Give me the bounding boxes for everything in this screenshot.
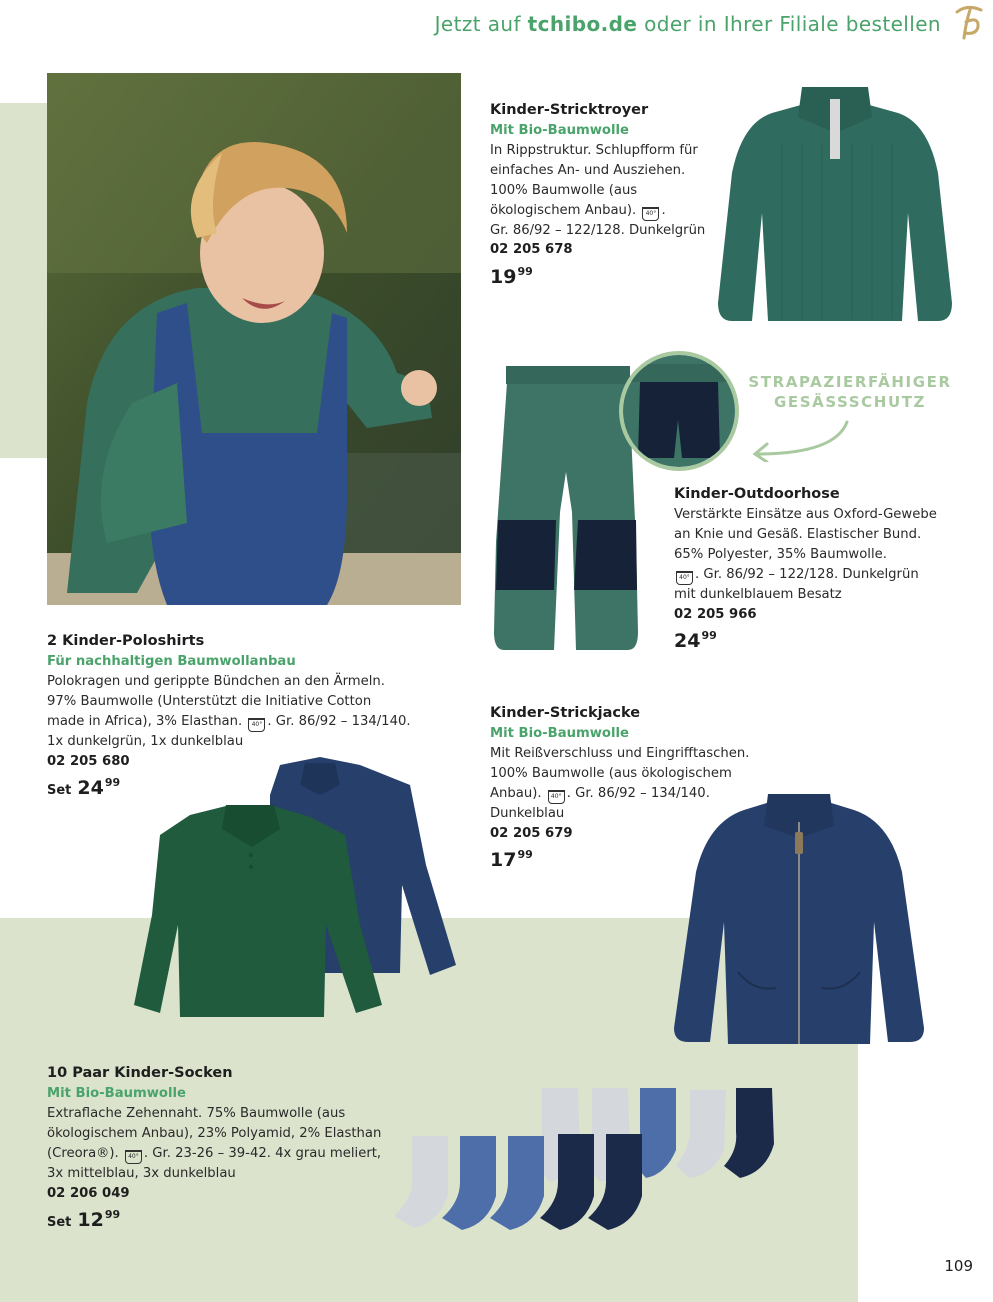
- callout-text: STRAPAZIERFÄHIGER GESÄSSSCHUTZ: [748, 373, 952, 411]
- price: $24^{99}$: [674, 629, 717, 653]
- product-description: In Rippstruktur. Schlupfform für einfaches An- und Ausziehen. 100% Baumwolle (aus ökologischem Anbau). 40° . Gr. 86/92 – 122/128. Dunkelgrün: [490, 142, 706, 238]
- wash-40-icon: 40°: [125, 1150, 142, 1164]
- strickjacke-image: [668, 792, 930, 1048]
- product-stricktroyer: [490, 101, 720, 288]
- product-name: Kinder-Stricktroyer: [490, 102, 649, 118]
- gesaessschutz-detail-circle: [618, 350, 740, 472]
- product-description: Verstärkte Einsätze aus Oxford-Gewebe an Knie und Gesäß. Elastischer Bund. 65% Polyester, 35% Baumwolle. 40° . Gr. 86/92 – 122/128. Dunkelgrün mit dunkelblauem Besatz: [674, 506, 937, 602]
- article-number: 02 205 680: [47, 753, 130, 769]
- child-lifestyle-photo: [47, 73, 461, 605]
- article-number: 02 205 966: [674, 606, 757, 622]
- brand-link[interactable]: tchibo.de: [527, 12, 638, 36]
- header-order-line: Jetzt auf tchibo.de oder in Ihrer Filiale bestellen: [434, 12, 941, 36]
- product-subtitle: Für nachhaltigen Baumwollanbau: [47, 653, 296, 669]
- product-subtitle: Mit Bio-Baumwolle: [490, 725, 629, 741]
- product-name: Kinder-Outdoorhose: [674, 486, 840, 502]
- article-number: 02 205 679: [490, 825, 573, 841]
- product-description: Extraflache Zehennaht. 75% Baumwolle (aus ökologischem Anbau), 23% Polyamid, 2% Elasthan (Creora®). 40° . Gr. 23-26 – 39-42. 4x grau meliert, 3x mittelblau, 3x dunkelblau: [47, 1105, 382, 1181]
- article-number: 02 205 678: [490, 242, 573, 258]
- socken-image: [390, 1084, 780, 1234]
- price: Set $12^{99}$: [47, 1208, 121, 1232]
- product-description: Mit Reißverschluss und Eingrifftaschen. 100% Baumwolle (aus ökologischem Anbau). 40° . Gr. 86/92 – 134/140. Dunkelblau: [490, 745, 750, 821]
- wash-40-icon: 40°: [248, 718, 265, 732]
- tchibo-logo-icon: [951, 2, 987, 42]
- product-name: Kinder-Strickjacke: [490, 705, 641, 721]
- product-outdoorhose: [674, 485, 974, 652]
- price: Set $24^{99}$: [47, 776, 121, 800]
- product-subtitle: Mit Bio-Baumwolle: [47, 1085, 186, 1101]
- price: $19^{99}$: [490, 265, 533, 289]
- wash-40-icon: 40°: [548, 790, 565, 804]
- product-name: 10 Paar Kinder-Socken: [47, 1065, 233, 1081]
- page-number: 109: [944, 1257, 973, 1275]
- wash-40-icon: 40°: [676, 571, 693, 585]
- poloshirts-image: [130, 755, 460, 1025]
- product-name: 2 Kinder-Poloshirts: [47, 633, 205, 649]
- left-green-panel: [0, 103, 47, 458]
- article-number: 02 206 049: [47, 1185, 130, 1201]
- product-description: Polokragen und gerippte Bündchen an den Ärmeln. 97% Baumwolle (Unterstützt die Initiative Cotton made in Africa), 3% Elasthan. 40° . Gr. 86/92 – 134/140. 1x dunkelgrün, 1x dunkelblau: [47, 673, 411, 749]
- product-socken: [47, 1064, 417, 1233]
- price: $17^{99}$: [490, 848, 533, 872]
- stricktroyer-image: [712, 83, 960, 331]
- wash-40-icon: 40°: [642, 207, 659, 221]
- product-subtitle: Mit Bio-Baumwolle: [490, 122, 629, 138]
- curved-arrow-icon: [745, 418, 855, 462]
